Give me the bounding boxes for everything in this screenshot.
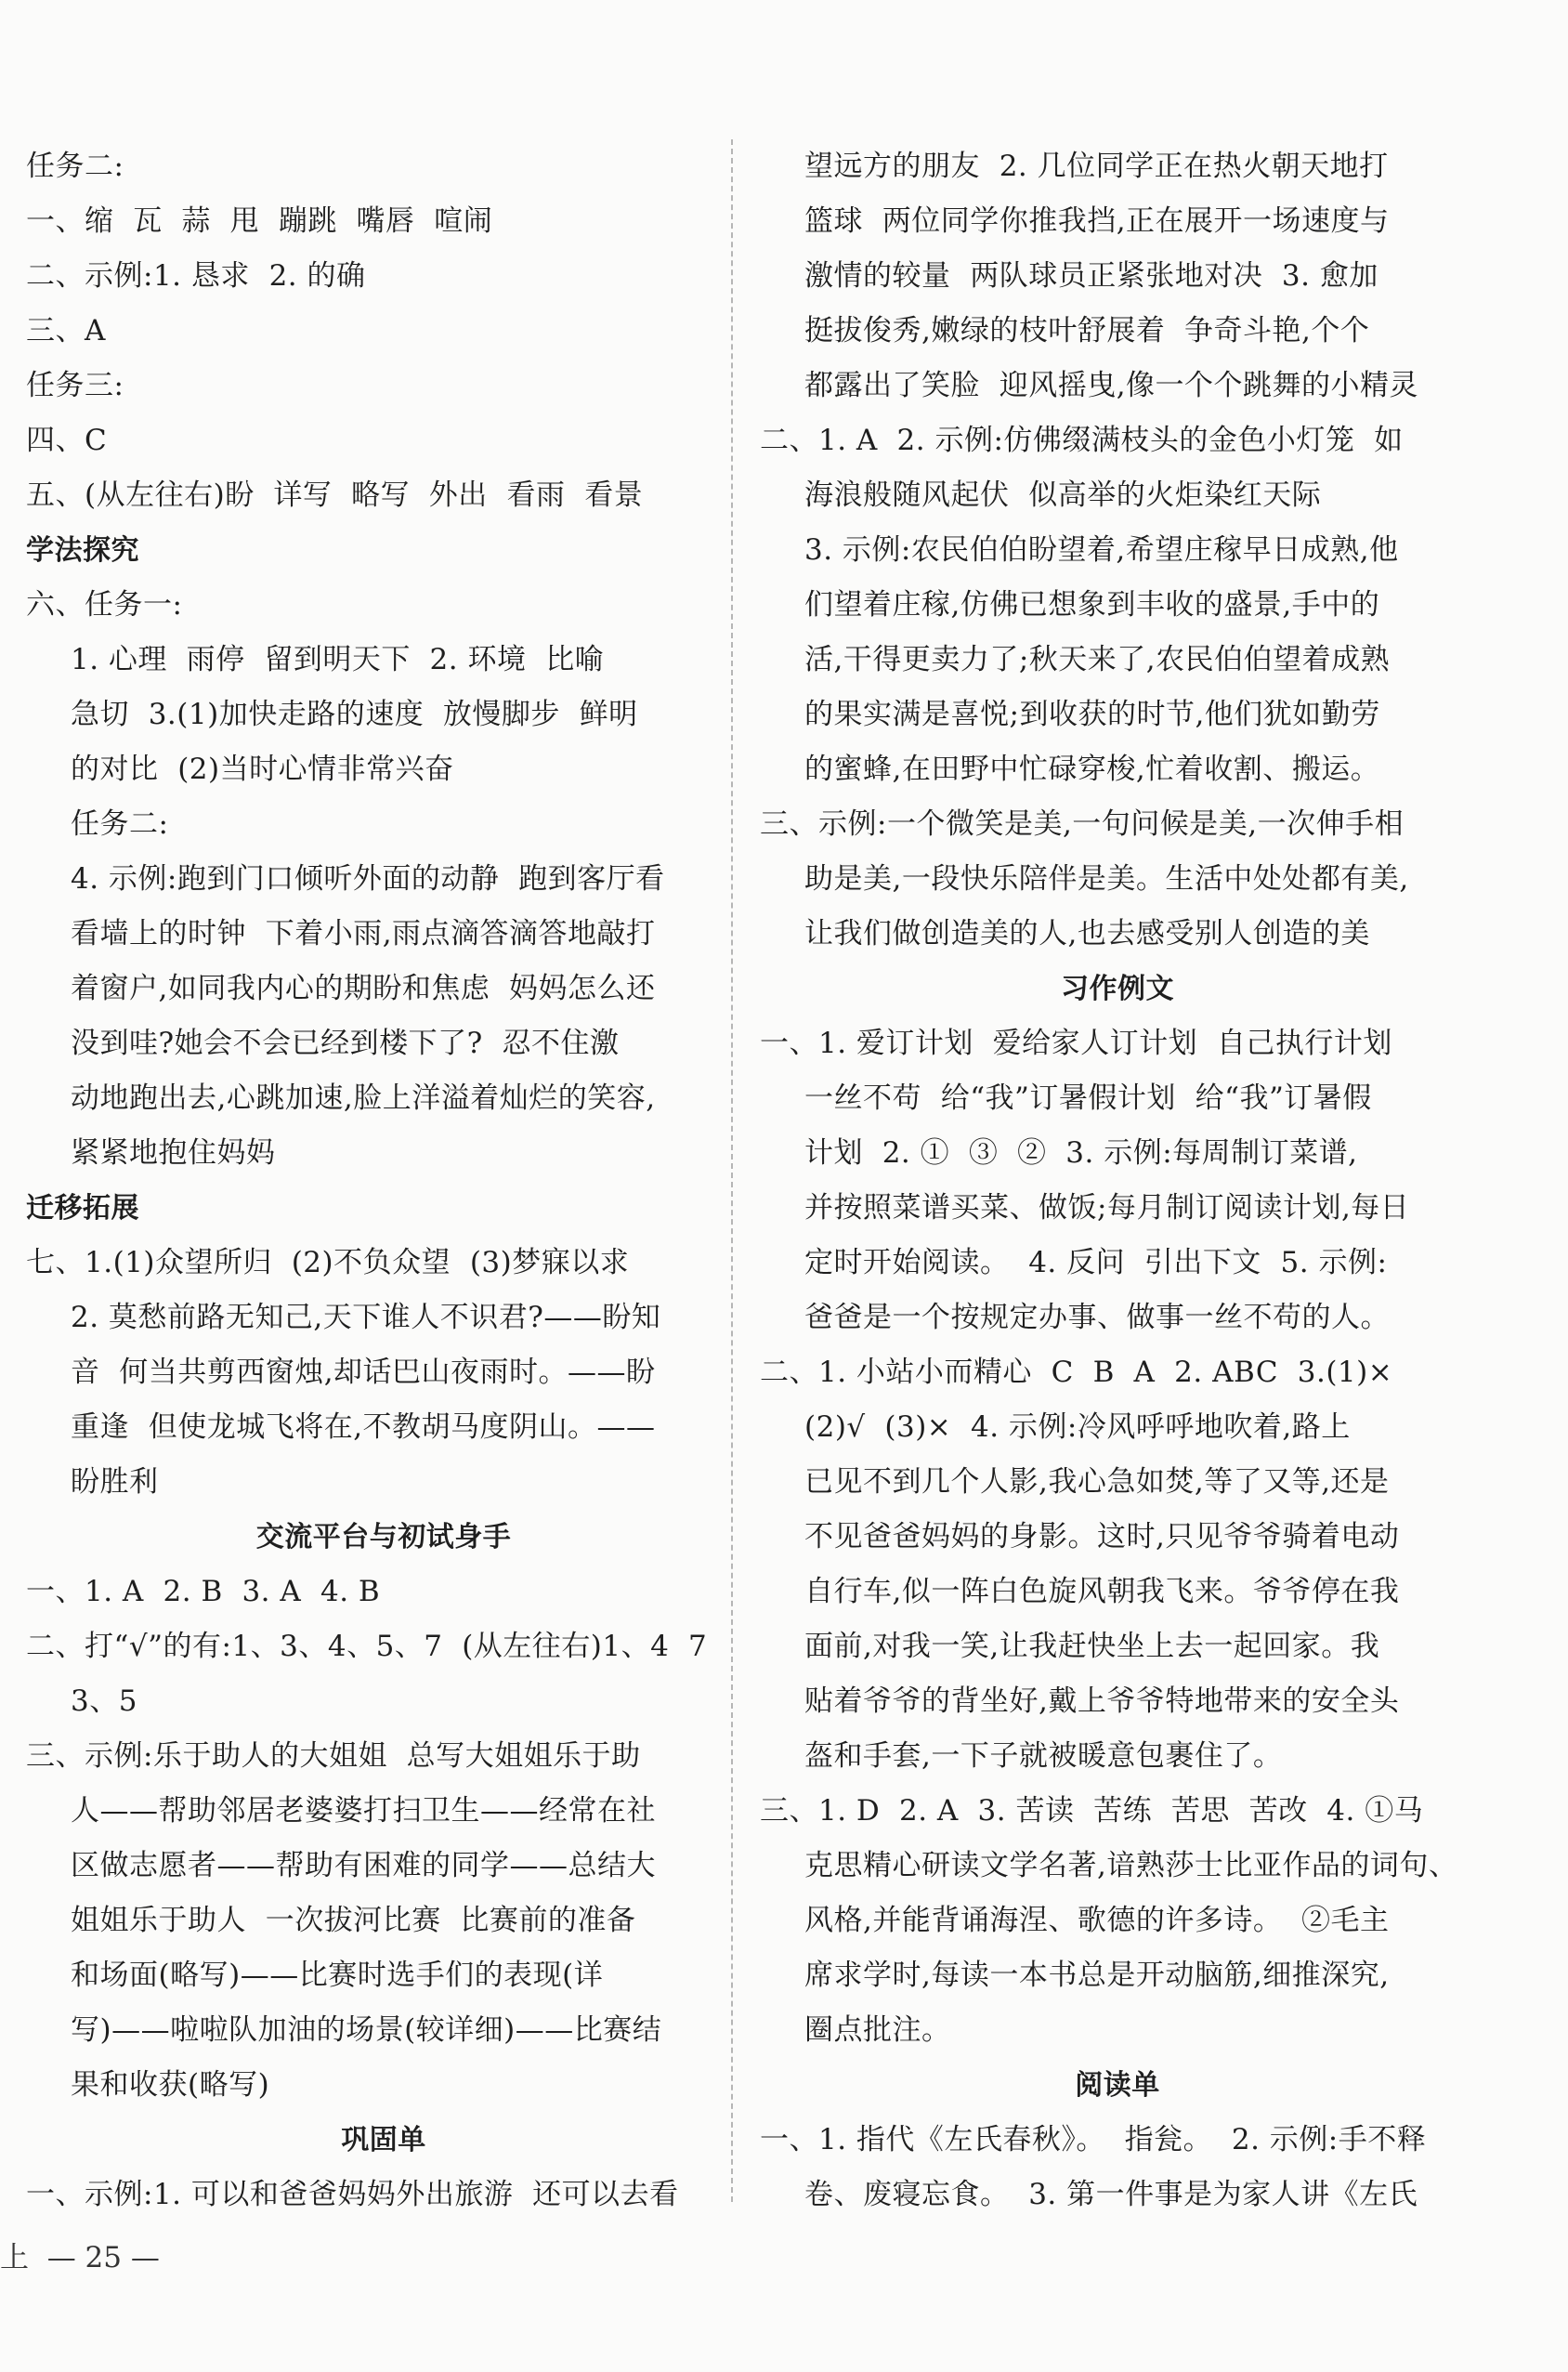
text-line: 六、任务一:	[26, 588, 183, 622]
text-line: 盔和手套,一下子就被暖意包裹住了。	[804, 1739, 1283, 1773]
text-line: 姐姐乐于助人 一次拔河比赛 比赛前的准备	[71, 1904, 636, 1937]
text-line: 自行车,似一阵白色旋风朝我飞来。爷爷停在我	[804, 1575, 1400, 1608]
text-line: 卷、废寝忘食。 3. 第一件事是为家人讲《左氏	[804, 2178, 1418, 2211]
text-line: 七、1.(1)众望所归 (2)不负众望 (3)梦寐以求	[26, 1246, 630, 1279]
text-line: 盼胜利	[71, 1465, 159, 1499]
text-line: 一、示例:1. 可以和爸爸妈妈外出旅游 还可以去看	[26, 2178, 679, 2211]
text-line: 定时开始阅读。 4. 反问 引出下文 5. 示例:	[804, 1246, 1388, 1279]
text-line: 圈点批注。	[804, 2013, 951, 2047]
text-line: 们望着庄稼,仿佛已想象到丰收的盛景,手中的	[804, 588, 1380, 622]
text-line: 写)——啦啦队加油的场景(较详细)——比赛结	[71, 2013, 662, 2047]
text-line: 着窗户,如同我内心的期盼和焦虑 妈妈怎么还	[71, 972, 656, 1005]
text-line: 望远方的朋友 2. 几位同学正在热火朝天地打	[804, 150, 1389, 183]
text-line: 挺拔俊秀,嫩绿的枝叶舒展着 争奇斗艳,个个	[804, 314, 1370, 347]
text-line: 没到哇?她会不会已经到楼下了? 忍不住激	[71, 1027, 620, 1060]
text-line: 的对比 (2)当时心情非常兴奋	[71, 753, 454, 786]
text-line: 3. 示例:农民伯伯盼望着,希望庄稼早日成熟,他	[804, 533, 1399, 567]
text-line: 三、A	[26, 314, 106, 347]
left-column	[26, 139, 741, 2222]
page-number: 上 — 25 —	[0, 2241, 160, 2274]
section-heading: 交流平台与初试身手	[255, 1521, 512, 1553]
text-line: 二、1. 小站小而精心 C B A 2. ABC 3.(1)×	[760, 1356, 1393, 1389]
section-heading: 阅读单	[1075, 2069, 1160, 2102]
text-line: 激情的较量 两队球员正紧张地对决 3. 愈加	[804, 259, 1379, 293]
text-line: (2)√ (3)× 4. 示例:冷风呼呼地吹着,路上	[804, 1410, 1351, 1444]
text-line: 篮球 两位同学你推我挡,正在展开一场速度与	[804, 204, 1390, 238]
text-line: 果和收获(略写)	[71, 2068, 270, 2102]
text-line: 海浪般随风起伏 似高举的火炬染红天际	[804, 478, 1322, 512]
text-line: 让我们做创造美的人,也去感受别人创造的美	[804, 917, 1370, 950]
text-line: 看墙上的时钟 下着小雨,雨点滴答滴答地敲打	[71, 917, 656, 950]
text-line: 不见爸爸妈妈的身影。这时,只见爷爷骑着电动	[804, 1520, 1400, 1553]
text-line: 一、1. 指代《左氏春秋》。 指瓮。 2. 示例:手不释	[760, 2123, 1427, 2156]
text-line: 三、示例:一个微笑是美,一句问候是美,一次伸手相	[760, 807, 1405, 841]
text-line: 重逢 但使龙城飞将在,不教胡马度阴山。——	[71, 1410, 656, 1444]
text-line: 都露出了笑脸 迎风摇曳,像一个个跳舞的小精灵	[804, 369, 1419, 402]
text-line: 并按照菜谱买菜、做饭;每月制订阅读计划,每日	[804, 1191, 1410, 1225]
text-line: 2. 莫愁前路无知己,天下谁人不识君?——盼知	[71, 1301, 661, 1334]
text-line: 克思精心研读文学名著,谙熟莎士比亚作品的词句、	[804, 1849, 1458, 1882]
text-line: 音 何当共剪西窗烛,却话巴山夜雨时。——盼	[71, 1356, 656, 1389]
text-line: 人——帮助邻居老婆婆打扫卫生——经常在社	[71, 1794, 656, 1828]
text-line: 贴着爷爷的背坐好,戴上爷爷特地带来的安全头	[804, 1684, 1400, 1718]
text-line: 五、(从左往右)盼 详写 略写 外出 看雨 看景	[26, 478, 644, 512]
text-line: 二、1. A 2. 示例:仿佛缀满枝头的金色小灯笼 如	[760, 424, 1404, 457]
text-line: 四、C	[26, 424, 108, 457]
text-line: 区做志愿者——帮助有困难的同学——总结大	[71, 1849, 656, 1882]
text-line: 1. 心理 雨停 留到明天下 2. 环境 比喻	[71, 643, 605, 676]
text-line: 爸爸是一个按规定办事、做事一丝不苟的人。	[804, 1301, 1390, 1334]
section-heading: 习作例文	[1061, 973, 1174, 1005]
section-heading: 迁移拓展	[26, 1192, 139, 1225]
text-line: 任务二:	[26, 150, 124, 183]
text-line: 任务二:	[71, 807, 169, 841]
text-line: 三、示例:乐于助人的大姐姐 总写大姐姐乐于助	[26, 1739, 641, 1773]
text-line: 一丝不苟 给“我”订暑假计划 给“我”订暑假	[804, 1081, 1372, 1115]
text-line: 活,干得更卖力了;秋天来了,农民伯伯望着成熟	[804, 643, 1391, 676]
text-line: 3、5	[71, 1684, 137, 1718]
right-column	[760, 139, 1475, 2222]
text-line: 紧紧地抱住妈妈	[71, 1136, 276, 1170]
text-line: 计划 2. ① ③ ② 3. 示例:每周制订菜谱,	[804, 1136, 1358, 1170]
text-line: 一、1. 爱订计划 爱给家人订计划 自己执行计划	[760, 1027, 1392, 1060]
text-line: 动地跑出去,心跳加速,脸上洋溢着灿烂的笑容,	[71, 1081, 656, 1115]
text-line: 风格,并能背诵海涅、歌德的许多诗。 ②毛主	[804, 1904, 1390, 1937]
text-line: 的蜜蜂,在田野中忙碌穿梭,忙着收割、搬运。	[804, 753, 1380, 786]
text-line: 4. 示例:跑到门口倾听外面的动静 跑到客厅看	[71, 862, 665, 896]
text-line: 一、1. A 2. B 3. A 4. B	[26, 1575, 381, 1608]
text-line: 任务三:	[26, 369, 124, 402]
text-line: 一、缩 瓦 蒜 甩 蹦跳 嘴唇 喧闹	[26, 204, 493, 238]
column-divider	[731, 139, 733, 2202]
text-line: 二、示例:1. 恳求 2. 的确	[26, 259, 366, 293]
text-line: 席求学时,每读一本书总是开动脑筋,细推深究,	[804, 1959, 1390, 1992]
section-heading: 巩固单	[341, 2124, 426, 2156]
text-line: 急切 3.(1)加快走路的速度 放慢脚步 鲜明	[71, 698, 638, 731]
text-line: 的果实满是喜悦;到收获的时节,他们犹如勤劳	[804, 698, 1380, 731]
text-line: 助是美,一段快乐陪伴是美。生活中处处都有美,	[804, 862, 1409, 896]
text-line: 已见不到几个人影,我心急如焚,等了又等,还是	[804, 1465, 1390, 1499]
text-line: 和场面(略写)——比赛时选手们的表现(详	[71, 1959, 604, 1992]
text-line: 三、1. D 2. A 3. 苦读 苦练 苦思 苦改 4. ①马	[760, 1794, 1424, 1828]
text-line: 二、打“√”的有:1、3、4、5、7 (从左往右)1、4 7	[26, 1630, 708, 1663]
text-line: 面前,对我一笑,让我赶快坐上去一起回家。我	[804, 1630, 1380, 1663]
section-heading: 学法探究	[26, 534, 139, 567]
